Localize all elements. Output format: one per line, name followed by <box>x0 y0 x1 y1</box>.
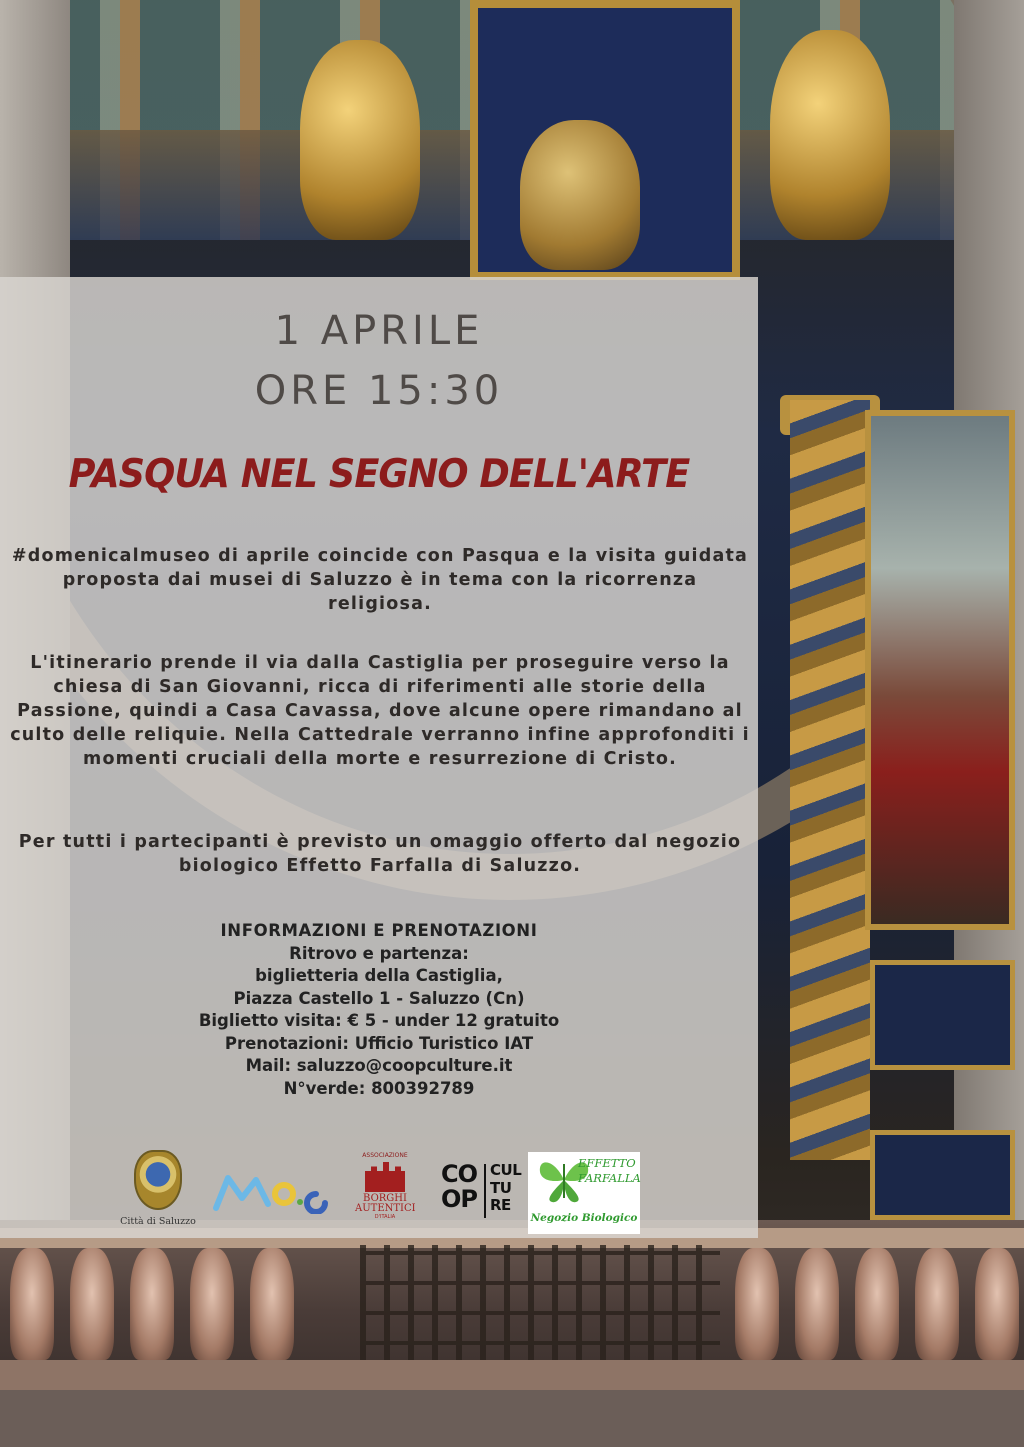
baluster <box>250 1248 294 1360</box>
baluster <box>130 1248 174 1360</box>
info-line-phone[interactable]: N°verde: 800392789 <box>283 1078 475 1098</box>
baluster <box>190 1248 234 1360</box>
coop-wordmark <box>441 1162 477 1212</box>
info-line-booking: Prenotazioni: Ufficio Turistico IAT <box>224 1033 534 1053</box>
castle-icon <box>365 1162 405 1192</box>
baluster <box>795 1248 839 1360</box>
culture-line-3: RE <box>490 1196 511 1214</box>
info-line-email[interactable]: Mail: saluzzo@coopculture.it <box>245 1056 513 1075</box>
culture-line-1: CUL <box>490 1161 522 1179</box>
coop-divider <box>484 1164 486 1218</box>
twisted-gold-column <box>790 400 870 1160</box>
gift-paragraph: Per tutti i partecipanti è previsto un omaggio offerto dal negozio biologico Effetto Farfalla di Saluzzo. <box>18 832 742 876</box>
info-heading: INFORMAZIONI E PRENOTAZIONI <box>220 921 538 940</box>
citta-di-saluzzo-logo <box>110 1150 206 1230</box>
borghi-association-label: ASSOCIAZIONE <box>362 1152 408 1159</box>
farfalla-subtitle: Negozio Biologico <box>530 1212 638 1224</box>
floor <box>0 1390 1024 1447</box>
coop-line-1: CO <box>441 1160 478 1188</box>
farfalla-wordmark <box>578 1156 641 1186</box>
baluster <box>735 1248 779 1360</box>
borghi-autentici-logo <box>355 1152 415 1232</box>
coop-line-2: OP <box>441 1185 477 1213</box>
culture-wordmark <box>490 1162 521 1215</box>
coopculture-logo <box>441 1162 521 1222</box>
itinerary-paragraph: L'itinerario prende il via dalla Castiglia per proseguire verso la chiesa di San Giovanni, ricca di riferimenti alle storie della Passione, quindi a Casa Cavassa, dove alcune opere rimandano al culto delle reliquie. Nella Cattedrale verranno infine approfonditi i momenti cruciali della morte e resurrezione di Cristo. <box>10 653 750 769</box>
borghi-name-2: AUTENTICI <box>355 1203 416 1214</box>
city-crest-icon <box>134 1150 182 1210</box>
intro-paragraph: #domenicalmuseo di aprile coincide con Pasqua e la visita guidata proposta dai musei di Saluzzo è in tema con la ricorrenza religiosa. <box>11 546 749 614</box>
ornamental-panel <box>870 960 1015 1070</box>
effetto-farfalla-logo <box>528 1152 640 1234</box>
altar-painting <box>865 410 1015 930</box>
baluster <box>855 1248 899 1360</box>
farfalla-line-1: EFFETTO <box>578 1156 636 1170</box>
baluster <box>70 1248 114 1360</box>
farfalla-line-2: FARFALLA <box>578 1171 641 1185</box>
borghi-name-1: BORGHI <box>363 1193 407 1204</box>
iron-gate <box>360 1245 720 1375</box>
baluster <box>975 1248 1019 1360</box>
baluster <box>10 1248 54 1360</box>
moe-logo <box>212 1168 332 1218</box>
borghi-country: D'ITALIA <box>374 1214 396 1220</box>
info-line-meeting: Ritrovo e partenza: <box>289 943 469 963</box>
info-block <box>0 920 758 1100</box>
info-line-ticket-office: biglietteria della Castiglia, <box>255 966 503 985</box>
ornamental-panel <box>870 1130 1015 1220</box>
balustrade-base <box>0 1360 1024 1390</box>
info-line-address: Piazza Castello 1 - Saluzzo (Cn) <box>233 988 525 1008</box>
info-line-price: Biglietto visita: € 5 - under 12 gratuito <box>198 1011 560 1030</box>
event-title: PASQUA NEL SEGNO DELL'ARTE <box>68 452 690 497</box>
event-time: ORE 15:30 <box>254 368 504 414</box>
moe-logo-icon <box>212 1168 282 1212</box>
culture-line-2: TU <box>490 1178 512 1197</box>
baluster <box>915 1248 959 1360</box>
event-date: 1 APRILE <box>274 308 484 354</box>
saluzzo-caption: Città di Saluzzo <box>120 1216 196 1227</box>
